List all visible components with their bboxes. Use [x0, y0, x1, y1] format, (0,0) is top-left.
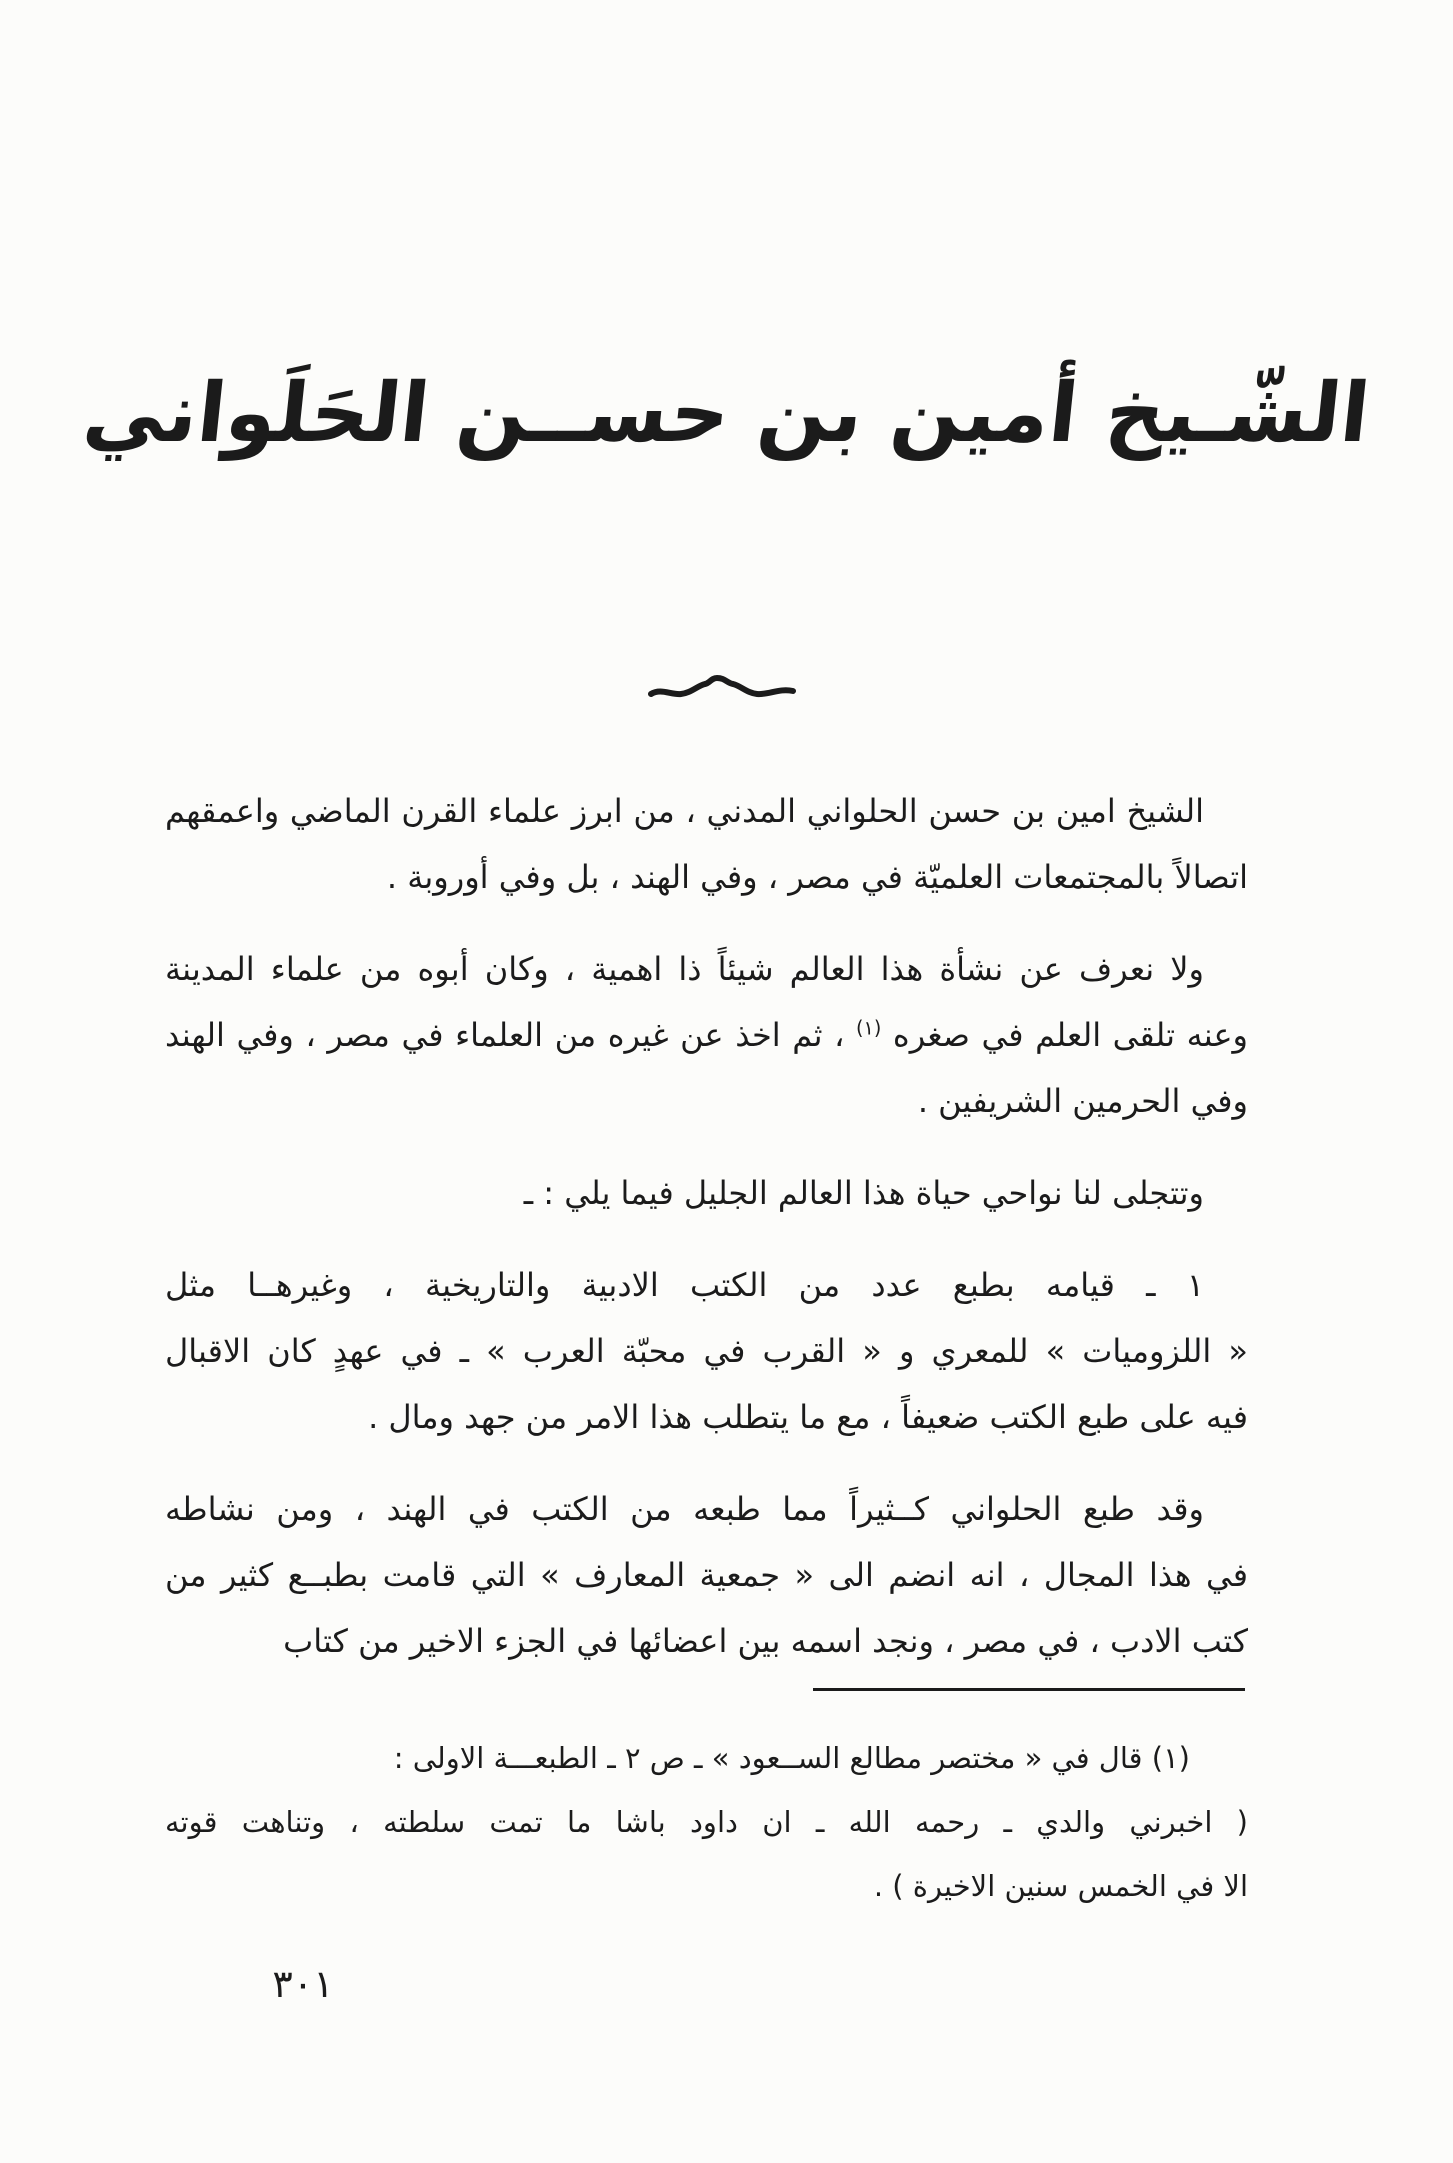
- text-line: ١ ـ قيامه بطبع عدد من الكتب الادبية والتاريخية ، وغيرهــا مثل: [165, 1266, 1204, 1304]
- footnote-divider: [813, 1688, 1245, 1691]
- text-line: في هذا المجال ، انه انضم الى « جمعية المعارف » التي قامت بطبــع كثير من: [165, 1556, 1248, 1594]
- paragraph: [165, 936, 1248, 1134]
- text-line: كتب الادب ، في مصر ، ونجد اسمه بين اعضائها في الجزء الاخير من كتاب: [283, 1622, 1248, 1660]
- text-segment: ، ثم اخذ عن غيره من العلماء في مصر ، وفي الهند: [165, 1016, 857, 1054]
- text-segment: وعنه تلقى العلم في صغره: [881, 1016, 1249, 1054]
- paragraph: [165, 1160, 1248, 1226]
- text-line: فيه على طبع الكتب ضعيفاً ، مع ما يتطلب هذا الامر من جهد ومال .: [368, 1398, 1248, 1436]
- text-line: وفي الحرمين الشريفين .: [917, 1082, 1248, 1120]
- footnote-line: ( اخبرني والدي ـ رحمه الله ـ ان داود باشا ما تمت سلطته ، وتناهت قوته: [165, 1805, 1248, 1839]
- paragraph: [165, 1252, 1248, 1450]
- footnote: [165, 1726, 1248, 1918]
- paragraph: [165, 1476, 1248, 1674]
- text-line: « اللزوميات » للمعري و « القرب في محبّة العرب » ـ في عهدٍ كان الاقبال: [165, 1332, 1248, 1370]
- paragraph: [165, 778, 1248, 910]
- page-number: ٣٠١: [272, 1962, 334, 2006]
- text-line: وتتجلى لنا نواحي حياة هذا العالم الجليل فيما يلي : ـ: [523, 1174, 1204, 1212]
- footnote-line: (١) قال في « مختصر مطالع الســعود » ـ ص ٢ ـ الطبعـــة الاولى :: [393, 1741, 1190, 1775]
- text-line: الشيخ امين بن حسن الحلواني المدني ، من ابرز علماء القرن الماضي واعمقهم: [165, 792, 1204, 830]
- page-title: الشّـيخ أمين بن حســن الحَلَواني: [79, 366, 1374, 461]
- text-line: [165, 1002, 1248, 1068]
- text-line: ولا نعرف عن نشأة هذا العالم شيئاً ذا اهمية ، وكان أبوه من علماء المدينة: [165, 950, 1204, 988]
- body-text: [165, 778, 1248, 1674]
- text-line: اتصالاً بالمجتمعات العلميّة في مصر ، وفي الهند ، بل وفي أوروبة .: [386, 858, 1248, 896]
- footnote-ref-marker: (١): [856, 1016, 882, 1040]
- text-line: وقد طبع الحلواني كــثيراً مما طبعه من الكتب في الهند ، ومن نشاطه: [165, 1490, 1204, 1528]
- footnote-line: الا في الخمس سنين الاخيرة ) .: [873, 1869, 1248, 1903]
- squiggle-divider-icon: [0, 668, 1453, 708]
